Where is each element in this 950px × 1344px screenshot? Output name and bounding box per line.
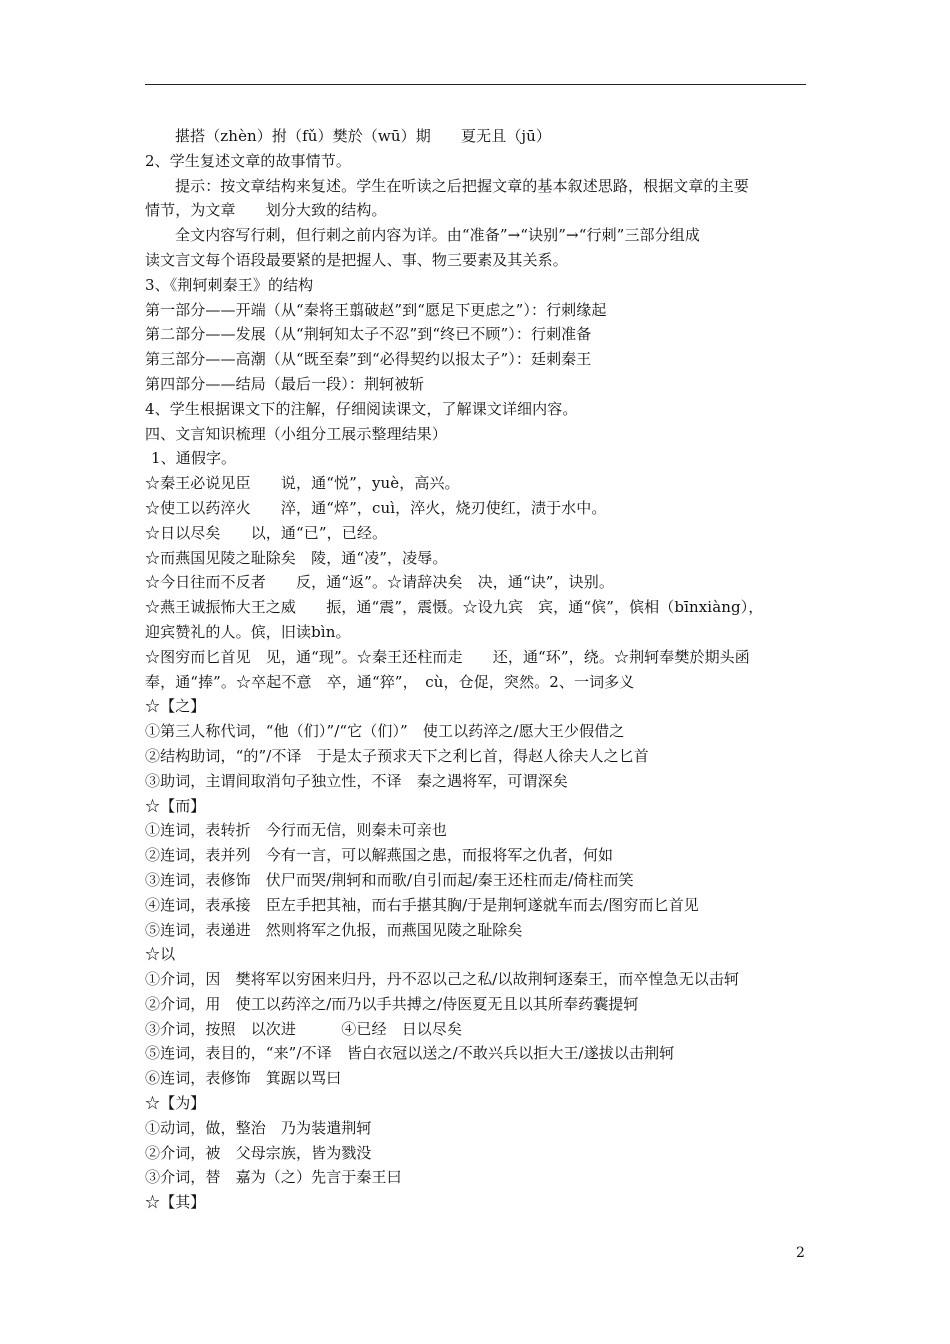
text-line: 提示：按文章结构来复述。学生在听读之后把握文章的基本叙述思路，根据文章的主要: [175, 176, 749, 195]
text-line: 情节，为文章 划分大致的结构。: [145, 201, 387, 220]
text-line: ☆燕王诚振怖大王之威 振，通“震”，震慑。☆设九宾 宾，通“傧”，傧相（bīnxiàng），: [145, 598, 764, 617]
text-line: ☆【之】: [145, 697, 206, 716]
text-line: ☆图穷而匕首见 见，通“现”。☆秦王还柱而走 还，通“环”，绕。☆荆轲奉樊於期头函: [145, 647, 750, 666]
text-line: 第四部分——结局（最后一段）：荆轲被斩: [145, 374, 425, 393]
text-line: ①连词，表转折 今行而无信，则秦未可亲也: [145, 821, 448, 840]
text-line: ☆日以尽矣 以，通“已”，已经。: [145, 523, 388, 542]
text-line: 1、通假字。: [151, 449, 237, 468]
text-line: ③连词，表修饰 伏尸而哭/荆轲和而歌/自引而起/秦王还柱而走/倚柱而笑: [145, 870, 634, 889]
header-rule: [145, 84, 806, 85]
text-line: ②连词，表并列 今有一言，可以解燕国之患，而报将军之仇者，何如: [145, 846, 614, 865]
text-line: 迎宾赞礼的人。傧，旧读bìn。: [145, 622, 351, 641]
text-line: ③助词，主谓间取消句子独立性，不译 秦之遇将军，可谓深矣: [145, 771, 568, 790]
text-line: ④连词，表承接 臣左手把其袖，而右手揕其胸/于是荆轲遂就车而去/图穷而匕首见: [145, 895, 699, 914]
text-line: ☆使工以药淬火 淬，通“焠”，cuì，淬火，烧刃使红，渍于水中。: [145, 498, 607, 517]
text-line: ⑥连词，表修饰 箕踞以骂曰: [145, 1069, 342, 1088]
text-line: ☆今日往而不反者 反，通“返”。☆请辞决矣 决，通“诀”，诀别。: [145, 573, 614, 592]
document-body: [145, 124, 825, 1215]
text-line: ①介词，因 樊将军以穷困来归丹，丹不忍以己之私/以故荆轲逐秦王，而卒惶急无以击轲: [145, 970, 740, 989]
text-line: ☆以: [145, 945, 176, 964]
text-line: 奉，通“捧”。☆卒起不意 卒，通“猝”， cù，仓促，突然。2、一词多义: [145, 672, 635, 691]
text-line: 3、《荆轲刺秦王》的结构: [145, 275, 314, 294]
text-line: 四、文言知识梳理（小组分工展示整理结果）: [145, 424, 448, 443]
text-line: ①动词，做，整治 乃为装遣荆轲: [145, 1118, 372, 1137]
text-line: ②介词，被 父母宗族，皆为戮没: [145, 1143, 372, 1162]
text-line: 全文内容写行刺，但行刺之前内容为详。由“准备”→“诀别”→“行刺”三部分组成: [175, 226, 700, 245]
text-line: 揕搭（zhèn）拊（fǔ）樊於（wū）期 夏无且（jū）: [175, 127, 552, 145]
text-line: ③介词，按照 以次进 ④已经 日以尽矣: [145, 1019, 463, 1038]
text-line: ②介词，用 使工以药淬之/而乃以手共搏之/侍医夏无且以其所奉药囊提轲: [145, 994, 639, 1013]
text-line: 第三部分——高潮（从“既至秦”到“必得契约以报太子”）：廷刺秦王: [145, 350, 592, 369]
text-line: 第二部分——发展（从“荆轲知太子不忍”到“终已不顾”）：行刺准备: [145, 325, 592, 344]
text-line: ☆秦王必说见臣 说，通“悦”，yuè，高兴。: [145, 474, 460, 493]
text-line: ☆【而】: [145, 796, 206, 815]
text-line: ①第三人称代词，“他（们）”/“它（们）” 使工以药淬之/愿大王少假借之: [145, 722, 625, 741]
text-line: ☆而燕国见陵之耻除矣 陵，通“凌”，凌辱。: [145, 548, 448, 567]
text-line: ☆【其】: [145, 1193, 206, 1212]
text-line: ③介词，替 嘉为（之）先言于秦王曰: [145, 1168, 402, 1187]
text-line: 读文言文每个语段最要紧的是把握人、事、物三要素及其关系。: [145, 250, 568, 269]
page-number: 2: [796, 1245, 805, 1261]
text-line: ☆【为】: [145, 1094, 206, 1113]
text-line: ②结构助词，“的”/不译 于是太子预求天下之利匕首，得赵人徐夫人之匕首: [145, 746, 649, 765]
text-line: 2、学生复述文章的故事情节。: [145, 151, 351, 170]
text-line: 4、学生根据课文下的注解，仔细阅读课文，了解课文详细内容。: [145, 399, 578, 418]
text-line: ⑤连词，表目的，“来”/不译 皆白衣冠以送之/不敢兴兵以拒大王/遂拔以击荆轲: [145, 1044, 675, 1063]
text-line: 第一部分——开端（从“秦将王翦破赵”到“愿足下更虑之”）：行刺缘起: [145, 300, 607, 319]
text-line: ⑤连词，表递进 然则将军之仇报，而燕国见陵之耻除矣: [145, 920, 523, 939]
